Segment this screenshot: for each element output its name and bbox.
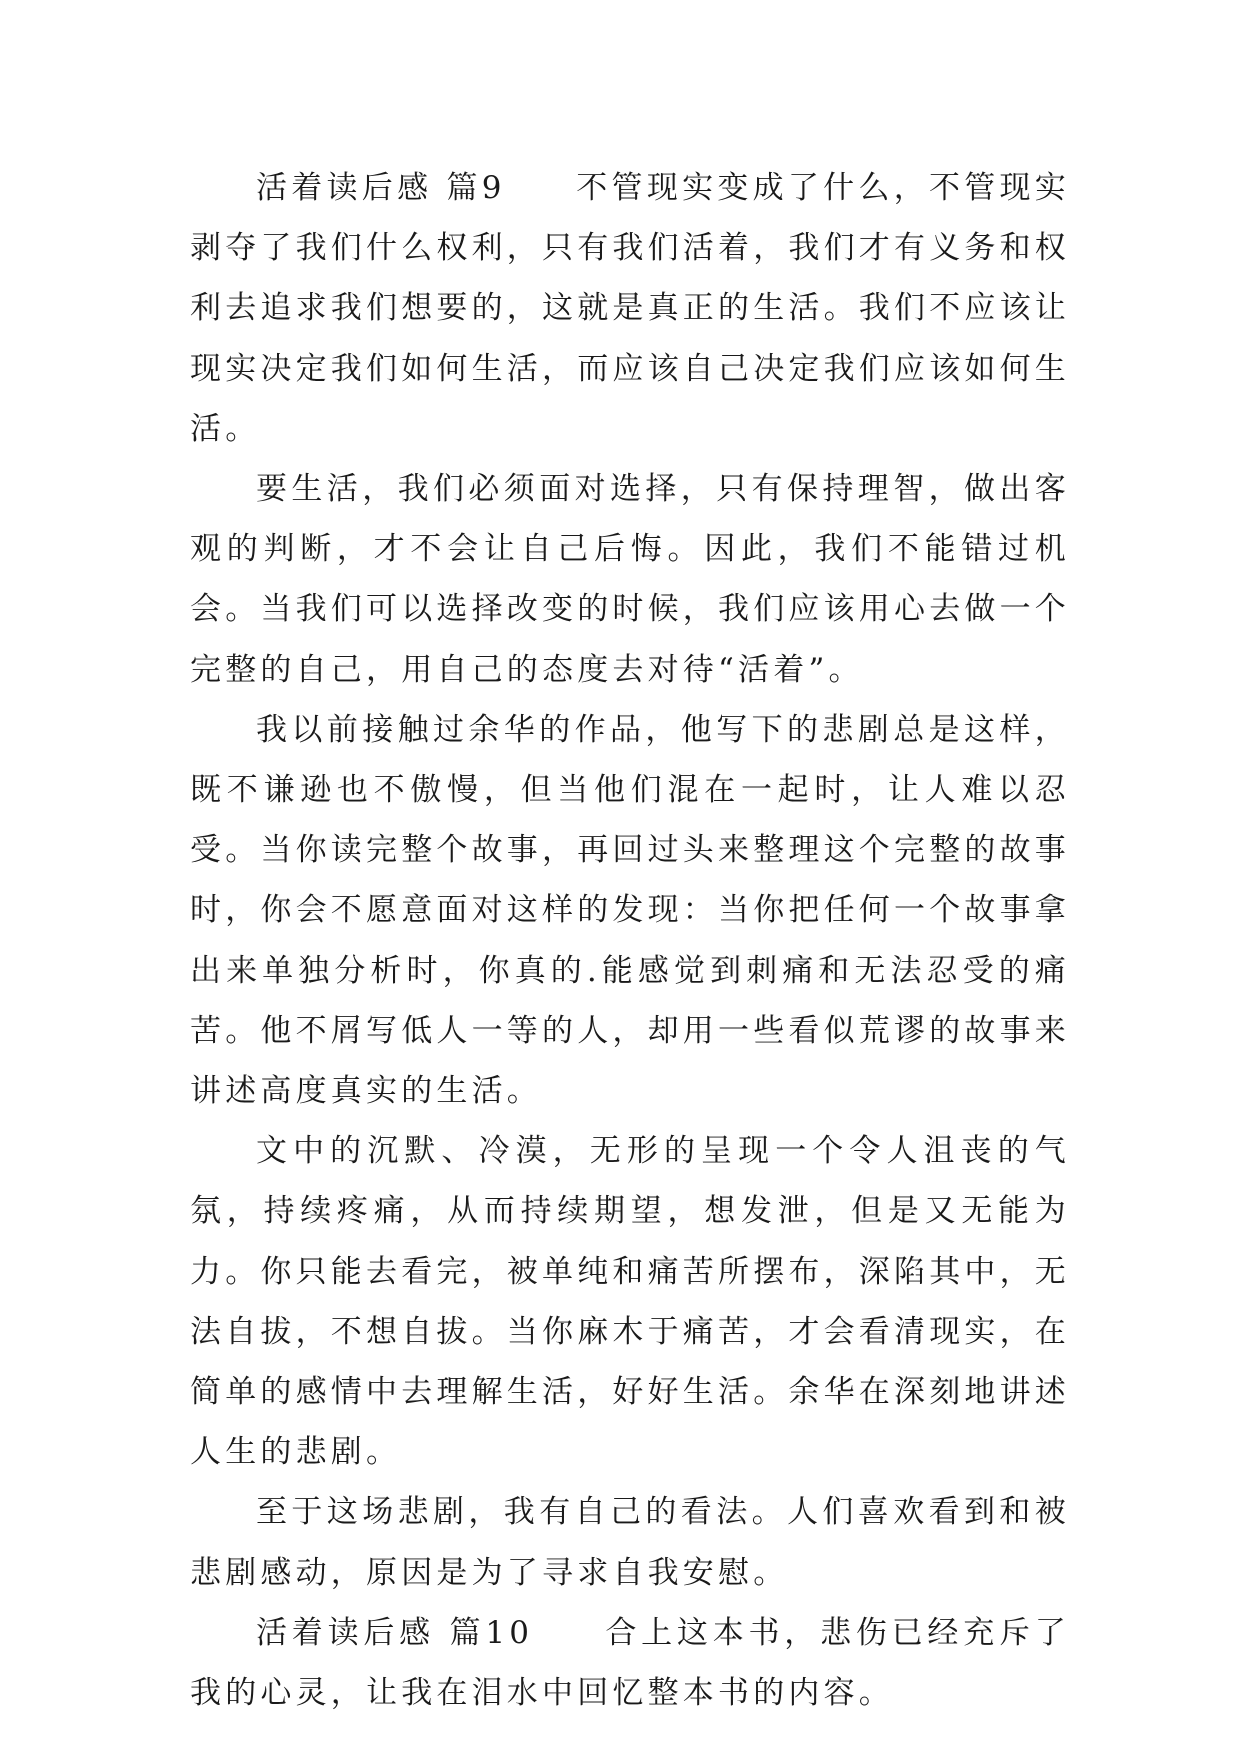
paragraph-silence: 文中的沉默、冷漠，无形的呈现一个令人沮丧的气氛，持续疼痛，从而持续期望，想发泄，但是又无能为力。你只能去看完，被单纯和痛苦所摆布，深陷其中，无法自拔，不想自拔。当你麻木于痛苦，才会看清现实，在简单的感情中去理解生活，好好生活。余华在深刻地讲述人生的悲剧。 xyxy=(190,1133,1070,1471)
document-body xyxy=(190,158,1070,1723)
paragraph-choice: 要生活，我们必须面对选择，只有保持理智，做出客观的判断，才不会让自己后悔。因此，我们不能错过机会。当我们可以选择改变的时候，我们应该用心去做一个完整的自己，用自己的态度去对待“活着”。 xyxy=(190,471,1070,688)
paragraph-essay-9-intro: 活着读后感 篇9 不管现实变成了什么，不管现实剥夺了我们什么权利，只有我们活着，我们才有义务和权利去追求我们想要的，这就是真正的生活。我们不应该让现实决定我们如何生活，而应该自己决定我们应该如何生活。 xyxy=(190,170,1070,447)
paragraph-tragedy-view: 至于这场悲剧，我有自己的看法。人们喜欢看到和被悲剧感动，原因是为了寻求自我安慰。 xyxy=(190,1494,1070,1591)
paragraph-essay-10-intro: 活着读后感 篇10 合上这本书，悲伤已经充斥了我的心灵，让我在泪水中回忆整本书的内容。 xyxy=(190,1614,1070,1712)
paragraph-yu-hua-works: 我以前接触过余华的作品，他写下的悲剧总是这样，既不谦逊也不傲慢，但当他们混在一起时，让人难以忍受。当你读完整个故事，再回过头来整理这个完整的故事时，你会不愿意面对这样的发现：当你把任何一个故事拿出来单独分析时，你真的.能感觉到刺痛和无法忍受的痛苦。他不屑写低人一等的人，却用一些看似荒谬的故事来讲述高度真实的生活。 xyxy=(190,711,1070,1110)
